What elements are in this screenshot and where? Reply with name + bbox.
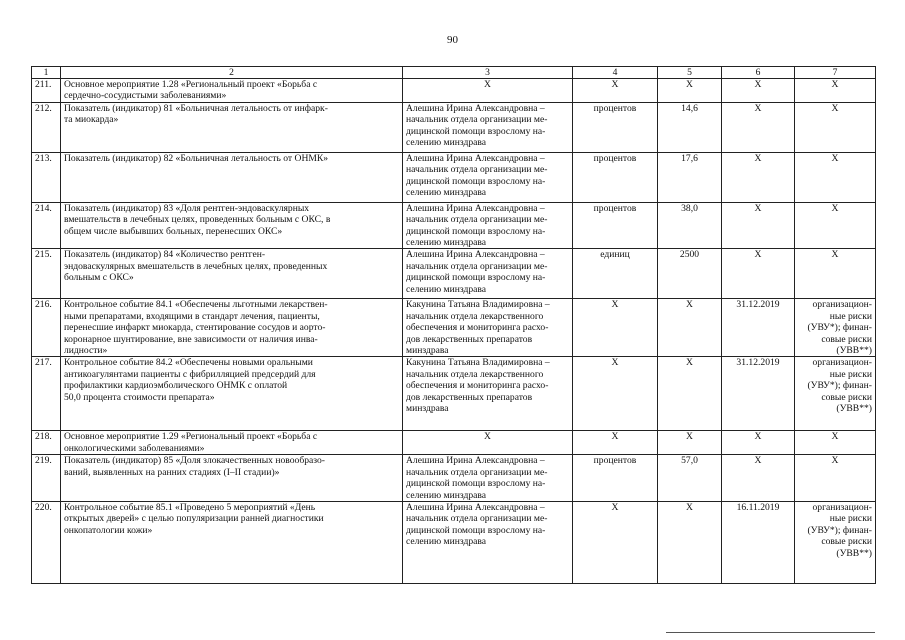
measure-name [61,152,403,202]
measure-name-line: 50,0 процента стоимости препарата» [64,391,215,403]
responsible-person-line: Алешина Ирина Александровна – [406,102,545,114]
risks-cell-line: организацион- [812,357,872,369]
responsible-person-line: селению минздрава [406,489,487,501]
responsible-person-line: селению минздрава [406,187,487,199]
unit-cell: процентов [573,102,658,152]
unit-cell: Х [573,299,658,357]
risks-cell-line: (УВВ**) [836,345,872,357]
measure-name-line: больным с ОКС» [64,272,134,284]
date-cell: Х [722,79,795,103]
risks-cell-line: Х [831,249,839,261]
risks-cell-line: (УВВ**) [836,403,872,415]
measure-name-line: ваний, выявленных на ранних стадиях (I–II стадии)» [64,466,280,478]
responsible-person-line: начальник отдела организации ме- [406,214,548,226]
responsible-person-line: Алешина Ирина Александровна – [406,249,545,261]
measure-name-line: Показатель (индикатор) 85 «Доля злокачественных новообразо- [64,455,325,467]
responsible-person [403,357,573,431]
responsible-person-line: дицинской помощи взрослому на- [406,125,546,137]
value-cell: Х [658,299,722,357]
responsible-person-line: начальник отдела организации ме- [406,513,548,525]
date-cell: 31.12.2019 [722,299,795,357]
unit-cell: единиц [573,249,658,299]
measure-name-line: Контрольное событие 84.1 «Обеспечены льготными лекарствен- [64,299,328,311]
date-cell: 16.11.2019 [722,501,795,583]
responsible-person-line: Алешина Ирина Александровна – [406,152,545,164]
unit-cell: Х [573,357,658,431]
date-cell: Х [722,249,795,299]
value-cell: Х [658,431,722,455]
measure-name-line: Основное мероприятие 1.28 «Региональный проект «Борьба с [64,79,318,90]
unit-cell: Х [573,501,658,583]
row-number: 217. [32,357,61,431]
measure-name-line: лидности» [64,345,108,357]
risks-cell-line: ные риски [829,513,872,525]
risks-cell [795,431,876,455]
value-cell: Х [658,357,722,431]
responsible-person-line: начальник отдела организации ме- [406,466,548,478]
responsible-person-line: дицинской помощи взрослому на- [406,272,546,284]
value-cell: 57,0 [658,455,722,502]
measure-name-line: Контрольное событие 84.2 «Обеспечены новыми оральными [64,357,313,369]
footer-rule [666,632,875,633]
measure-name-line: коронарное шунтирование, вне зависимости от наличия инва- [64,333,318,345]
column-header: 1 [32,67,61,79]
value-cell: 2500 [658,249,722,299]
unit-cell: Х [573,431,658,455]
responsible-person-line: селению минздрава [406,237,487,249]
measure-name [61,357,403,431]
responsible-person-line: дицинской помощи взрослому на- [406,175,546,187]
responsible-person-line: Какунина Татьяна Владимировна – [406,299,550,311]
table-row [32,299,876,357]
responsible-person [403,102,573,152]
responsible-person-line: начальник отдела организации ме- [406,260,548,272]
responsible-person [403,431,573,455]
value-cell: 38,0 [658,202,722,249]
value-cell: 14,6 [658,102,722,152]
measures-table [31,66,876,584]
date-cell: Х [722,455,795,502]
risks-cell-line: Х [831,202,839,214]
row-number: 216. [32,299,61,357]
risks-cell-line: (УВУ*); финан- [807,322,872,334]
responsible-person-line: Алешина Ирина Александровна – [406,202,545,214]
measure-name-line: профилактики кардиоэмболического ОНМК с оплатой [64,380,288,392]
row-number: 219. [32,455,61,502]
row-number: 218. [32,431,61,455]
responsible-person-line: начальник отдела лекарственного [406,368,544,380]
risks-cell [795,102,876,152]
measure-name-line: Показатель (индикатор) 83 «Доля рентген-эндоваскулярных [64,202,310,214]
date-cell: 31.12.2019 [722,357,795,431]
measure-name-line: Показатель (индикатор) 84 «Количество рентген- [64,249,266,261]
row-number: 214. [32,202,61,249]
column-header: 7 [795,67,876,79]
risks-cell-line: (УВУ*); финан- [807,524,872,536]
risks-cell [795,249,876,299]
responsible-person-line: селению минздрава [406,283,487,295]
value-cell: Х [658,79,722,103]
row-number: 212. [32,102,61,152]
measure-name-line: общем числе выбывших больных, перенесших ОКС» [64,225,283,237]
risks-cell [795,357,876,431]
risks-cell [795,79,876,103]
table-row [32,249,876,299]
table-row [32,79,876,103]
measure-name-line: антикоагулянтами пациенты с фибрилляцией предсердий для [64,368,316,380]
date-cell: Х [722,102,795,152]
measure-name [61,102,403,152]
column-header: 2 [61,67,403,79]
unit-cell: Х [573,79,658,103]
measure-name-line: перенесшие инфаркт миокарда, стентирование сосудов и аорто- [64,322,326,334]
responsible-person [403,455,573,502]
responsible-person-line: дицинской помощи взрослому на- [406,524,546,536]
column-header: 6 [722,67,795,79]
responsible-person-line: дицинской помощи взрослому на- [406,225,546,237]
table-row [32,455,876,502]
responsible-person-line: дов лекарственных препаратов [406,391,533,403]
table-row [32,102,876,152]
risks-cell-line: Х [831,455,839,467]
risks-cell-line: организацион- [812,501,872,513]
unit-cell: процентов [573,455,658,502]
measure-name-line: Показатель (индикатор) 82 «Больничная летальность от ОНМК» [64,152,329,164]
risks-cell-line: ные риски [829,310,872,322]
table-row [32,431,876,455]
measure-name [61,431,403,455]
table-row [32,202,876,249]
measure-name-line: онкопатологии кожи» [64,524,153,536]
measure-name-line: ными препаратами, входящими в стандарт лечения, пациенты, [64,310,320,322]
measure-name-line: вмешательств в лечебных целях, проведенных больным с ОКС, в [64,214,331,226]
row-number: 215. [32,249,61,299]
measure-name-line: Основное мероприятие 1.29 «Региональный проект «Борьба с [64,431,318,443]
measure-name [61,501,403,583]
measure-name-line: Контрольное событие 85.1 «Проведено 5 мероприятий «День [64,501,316,513]
responsible-person [403,299,573,357]
risks-cell-line: Х [831,102,839,114]
risks-cell [795,299,876,357]
unit-cell: процентов [573,202,658,249]
risks-cell-line: Х [831,79,839,90]
risks-cell [795,202,876,249]
risks-cell-line: совые риски [821,333,872,345]
risks-cell-line: Х [831,152,839,164]
risks-cell-line: совые риски [821,391,872,403]
risks-cell-line: (УВУ*); финан- [807,380,872,392]
responsible-person [403,249,573,299]
responsible-person-line: Алешина Ирина Александровна – [406,455,545,467]
measure-name-line: онкологическими заболеваниями» [64,442,205,454]
unit-cell: процентов [573,152,658,202]
measure-name-line: эндоваскулярных вмешательств в лечебных целях, проведенных [64,260,328,272]
risks-cell [795,455,876,502]
date-cell: Х [722,431,795,455]
responsible-person-line: начальник отдела организации ме- [406,164,548,176]
table-body [32,79,876,584]
responsible-person-line: Х [484,431,491,443]
risks-cell-line: организацион- [812,299,872,311]
measure-name-line: сердечно-сосудистыми заболеваниями» [64,90,227,102]
date-cell: Х [722,152,795,202]
page-number: 90 [447,34,458,46]
responsible-person-line: Алешина Ирина Александровна – [406,501,545,513]
responsible-person-line: начальник отдела организации ме- [406,114,548,126]
responsible-person-line: Х [484,79,491,90]
responsible-person-line: обеспечения и мониторинга расхо- [406,322,549,334]
responsible-person [403,79,573,103]
row-number: 220. [32,501,61,583]
table-header-row [32,67,876,79]
row-number: 213. [32,152,61,202]
responsible-person [403,501,573,583]
measure-name [61,202,403,249]
responsible-person-line: Какунина Татьяна Владимировна – [406,357,550,369]
column-header: 3 [403,67,573,79]
measure-name-line: та миокарда» [64,114,119,126]
risks-cell-line: (УВВ**) [836,547,872,559]
measure-name [61,299,403,357]
risks-cell-line: Х [831,431,839,443]
responsible-person-line: дов лекарственных препаратов [406,333,533,345]
row-number: 211. [32,79,61,103]
responsible-person-line: селению минздрава [406,137,487,149]
table-row [32,152,876,202]
column-header: 4 [573,67,658,79]
table-row [32,501,876,583]
responsible-person-line: дицинской помощи взрослому на- [406,478,546,490]
responsible-person [403,202,573,249]
risks-cell [795,501,876,583]
measure-name [61,79,403,103]
risks-cell-line: ные риски [829,368,872,380]
value-cell: Х [658,501,722,583]
column-header: 5 [658,67,722,79]
table-row [32,357,876,431]
responsible-person-line: обеспечения и мониторинга расхо- [406,380,549,392]
risks-cell [795,152,876,202]
responsible-person-line: минздрава [406,403,449,415]
measure-name [61,249,403,299]
measure-name-line: открытых дверей» с целью популяризации ранней диагностики [64,513,324,525]
responsible-person-line: начальник отдела лекарственного [406,310,544,322]
measure-name [61,455,403,502]
measure-name-line: Показатель (индикатор) 81 «Больничная летальность от инфарк- [64,102,328,114]
date-cell: Х [722,202,795,249]
responsible-person-line: селению минздрава [406,536,487,548]
value-cell: 17,6 [658,152,722,202]
responsible-person [403,152,573,202]
risks-cell-line: совые риски [821,536,872,548]
responsible-person-line: минздрава [406,345,449,357]
